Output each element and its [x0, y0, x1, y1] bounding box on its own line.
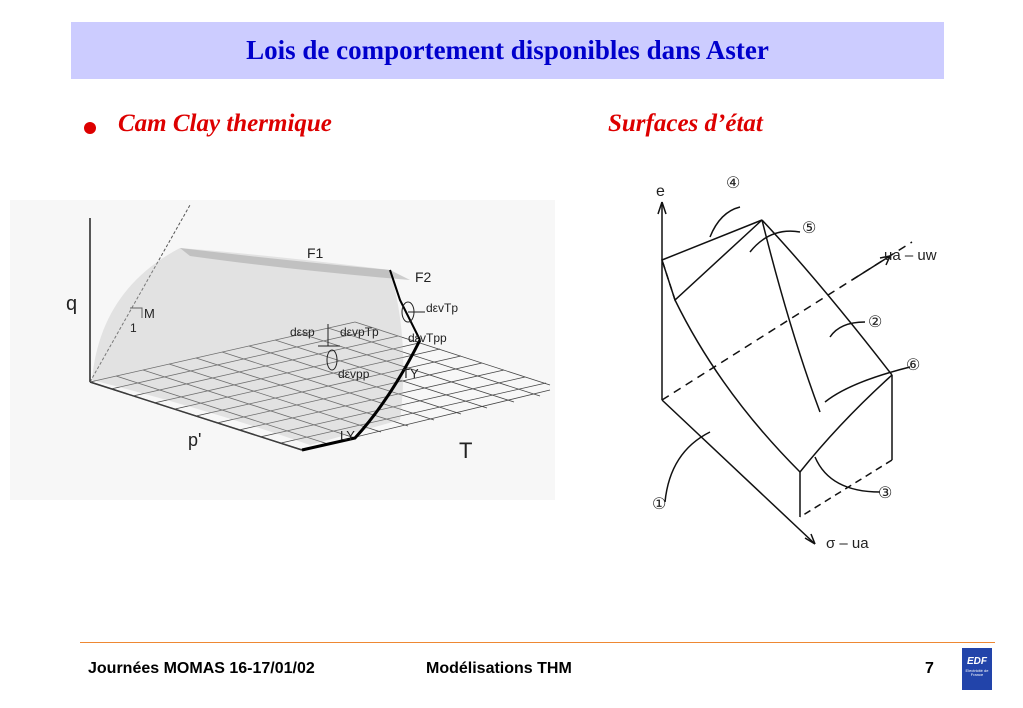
- logo-subtext: Electricité de France: [965, 668, 989, 677]
- axis-e-label: e: [656, 183, 665, 200]
- marker-1: ①: [652, 496, 667, 513]
- strain-vT-label: dεvTp: [426, 301, 459, 315]
- strain-vTp-label: dεvTpp: [408, 331, 447, 345]
- footer-topic: Modélisations THM: [426, 660, 572, 677]
- footer-divider: [80, 642, 995, 643]
- axis-ua-uw-label: ua – uw: [884, 247, 937, 264]
- bullet-dot-icon: [84, 122, 96, 134]
- axis-q-label: q: [66, 293, 78, 315]
- logo-text: EDF: [967, 656, 987, 667]
- cam-clay-diagram: [10, 200, 555, 500]
- page-title: Lois de comportement disponibles dans Aster: [246, 35, 769, 65]
- strain-vp-label: dεvpp: [338, 367, 370, 381]
- slope-M-label: M: [144, 306, 155, 321]
- LY-label: LY: [340, 428, 355, 443]
- axis-T-label: T: [459, 438, 473, 463]
- bullet-text: Cam Clay thermique: [118, 110, 332, 137]
- marker-4: ④: [726, 175, 741, 192]
- marker-6: ⑥: [906, 357, 921, 374]
- strain-sp-label: dεsp: [290, 325, 315, 339]
- edf-logo: [962, 648, 992, 690]
- F2-label: F2: [415, 269, 432, 285]
- marker-3: ③: [878, 485, 893, 502]
- slope-1-label: 1: [130, 321, 137, 335]
- marker-5: ⑤: [802, 220, 817, 237]
- axis-sigma-ua-label: σ – ua: [826, 535, 869, 552]
- right-heading: Surfaces d’état: [608, 110, 763, 137]
- page-number: 7: [925, 660, 934, 677]
- state-surface-diagram: [600, 172, 960, 562]
- axis-p-label: p': [188, 430, 202, 450]
- F1-label: F1: [307, 245, 324, 261]
- footer-event: Journées MOMAS 16-17/01/02: [88, 660, 315, 677]
- title-bar: [71, 22, 944, 79]
- strain-vpT-label: dεvpTp: [340, 325, 379, 339]
- marker-2: ②: [868, 314, 883, 331]
- TY-label: TY: [402, 366, 419, 381]
